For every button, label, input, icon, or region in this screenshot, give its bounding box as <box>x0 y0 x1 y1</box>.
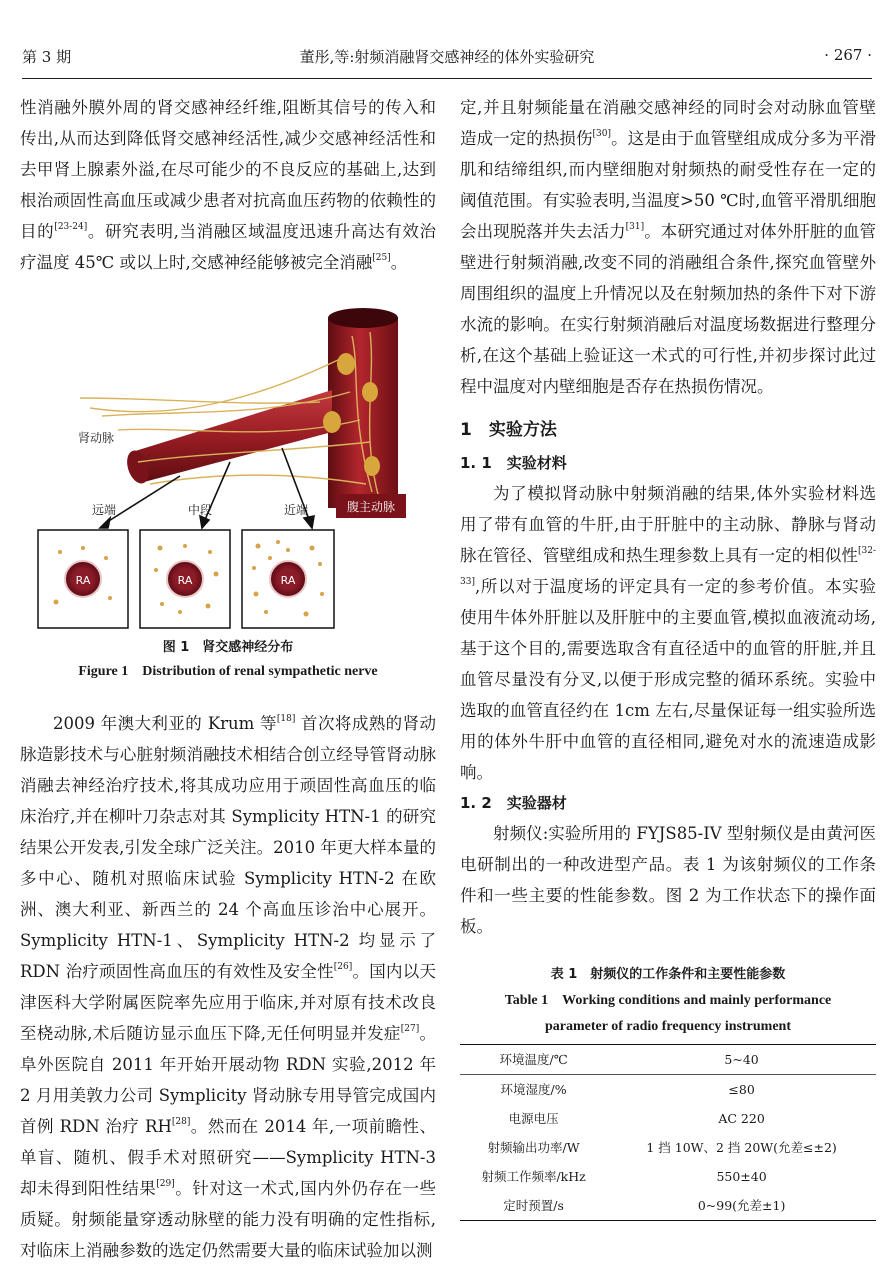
citation: [18] <box>276 714 296 724</box>
running-title: 董彤,等:射频消融肾交感神经的体外实验研究 <box>299 48 595 66</box>
citation: [31] <box>625 222 645 232</box>
citation: [30] <box>592 129 611 139</box>
caption-cn: 图 1 肾交感神经分布 <box>162 640 294 655</box>
table-caption: 表 1 射频仪的工作条件和主要性能参数 Table 1 Working conditions and mainly performance parameter of radio frequency instrument <box>504 967 832 1034</box>
subsection-heading: 1. 2 实验器材 <box>460 794 567 812</box>
subsection-heading: 1. 1 实验材料 <box>460 454 567 472</box>
table-row <box>460 1075 876 1105</box>
label-distal: 远端 <box>92 503 117 517</box>
param-value-cell: 550±40 <box>716 1169 767 1184</box>
param-name-cell: 电源电压 <box>508 1111 559 1126</box>
table-row <box>460 1045 876 1075</box>
svg-text:RA: RA <box>75 574 91 587</box>
figure-caption <box>20 636 436 684</box>
caption-en: Figure 1 Distribution of renal sympathetic nerve <box>78 664 378 679</box>
paragraph: 2009 年澳大利亚的 Krum 等[18] 首次将成熟的肾动脉造影技术与心脏射频消融技术相结合创立经导管肾动脉消融去神经治疗技术,将其成功应用于顽固性高血压的临床治疗,并在柳叶刀杂志对其 Symplicity HTN-1 的研究结果公开发表,引发全球广泛关注。2010 年更大样本量的多中心、随机对照临床试验 Symplicity HTN-2 在欧洲、澳大利亚、新西兰的 24 个高血压诊治中心展开。Symplicity HTN-1、Symplicity HTN-2 均显示了 RDN 治疗顽固性高血压的有效性及安全性[26]。国内以天津医科大学附属医院率先应用于临床,并对原有技术改良至桡动脉,术后随访显示血压下降,无任何明显并发症[27]。阜外医院自 2011 年开始开展动物 RDN 实验,2012 年 2 月用美敦力公司 Symplicity 肾动脉专用导管完成国内首例 RDN 治疗 RH[28]。然而在 2014 年,一项前瞻性、单盲、随机、假手术对照研究——Symplicity HTN-3 却未得到阳性结果[29]。针对这一术式,国内外仍存在一些质疑。射频能量穿透动脉壁的能力没有明确的定性指标,对临床上消融参数的选定仍然需要大量的临床试验加以测 <box>20 714 437 1260</box>
header-rule <box>22 78 872 79</box>
citation: [27] <box>400 1024 420 1034</box>
param-name-cell: 射频输出功率/W <box>487 1140 580 1155</box>
label-aorta: 腹主动脉 <box>346 500 396 514</box>
running-header <box>22 46 872 72</box>
param-value-cell: 0~99(允差±1) <box>697 1198 786 1213</box>
param-name-cell: 射频工作频率/kHz <box>481 1169 586 1184</box>
table-row <box>460 1191 876 1221</box>
citation: [28] <box>171 1117 191 1127</box>
svg-text:RA: RA <box>280 574 296 587</box>
param-value-cell: AC 220 <box>718 1111 765 1126</box>
label-renal-artery: 肾动脉 <box>78 431 115 445</box>
issue-number: 第 3 期 <box>22 48 72 66</box>
paragraph: 定,并且射频能量在消融交感神经的同时会对动脉血管壁造成一定的热损伤[30]。这是由于血管壁组成成分多为平滑肌和结缔组织,而内壁细胞对射频热的耐受性存在一定的阈值范围。有实验表明,当温度>50 ℃时,血管平滑肌细胞会出现脱落并失去活力[31]。本研究通过对体外肝脏的血管壁进行射频消融,改变不同的消融组合条件,探究血管壁外周围组织的温度上升情况以及在射频加热的条件下对下游水流的影响。在实行射频消融后对温度场数据进行整理分析,在这个基础上验证这一术式的可行性,并初步探讨此过程中温度对内壁细胞是否存在热损伤情况。 <box>460 98 877 396</box>
table-row <box>460 1162 876 1191</box>
citation: [32-33] <box>460 546 876 587</box>
citation: [26] <box>333 962 353 972</box>
label-middle: 中段 <box>188 503 213 517</box>
paragraph: 射频仪:实验所用的 FYJS85-IV 型射频仪是由黄河医电研制出的一种改进型产品。表 1 为该射频仪的工作条件和一些主要的性能参数。图 2 为工作状态下的操作面板。 <box>460 824 876 936</box>
table-row <box>460 1104 876 1133</box>
param-name-cell: 定时预置/s <box>503 1198 564 1213</box>
parameter-table <box>460 1044 876 1221</box>
label-proximal: 近端 <box>284 503 309 517</box>
renal-nerve-diagram <box>20 302 436 632</box>
figure-1 <box>20 302 436 632</box>
table-row <box>460 1133 876 1162</box>
citation: [29] <box>156 1179 175 1189</box>
citation: [25] <box>372 253 391 263</box>
renal-artery-shape <box>132 390 332 482</box>
param-name-cell: 环境温度/℃ <box>460 1045 607 1075</box>
svg-text:RA: RA <box>177 574 193 587</box>
param-value-cell: ≤80 <box>728 1082 755 1097</box>
citation: [23-24] <box>54 222 88 232</box>
cross-section-distal <box>38 530 128 628</box>
param-value-cell: 5~40 <box>607 1045 876 1075</box>
param-value-cell: 1 挡 10W、2 挡 20W(允差≤±2) <box>646 1140 837 1155</box>
param-name-cell: 环境湿度/% <box>500 1082 567 1097</box>
left-column <box>20 92 436 1266</box>
paragraph: 性消融外膜外周的肾交感神经纤维,阻断其信号的传入和传出,从而达到降低肾交感神经活性,减少交感神经活性和去甲肾上腺素外溢,在尽可能少的不良反应的基础上,达到根治顽固性高血压或减少患者对抗高血压药物的依赖性的目的[23-24]。研究表明,当消融区域温度迅速升高达有效治疗温度 45℃ 或以上时,交感神经能够被完全消融[25]。 <box>20 98 437 272</box>
paragraph: 为了模拟肾动脉中射频消融的结果,体外实验材料选用了带有血管的牛肝,由于肝脏中的主动脉、静脉与肾动脉在管径、管壁组成和热生理参数上具有一定的相似性[32-33],所以对于温度场的评定具有一定的参考价值。本实验使用牛体外肝脏以及肝脏中的主要血管,模拟血液流动场,基于这个目的,需要选取含有直径适中的血管的肝脏,并且血管尽量没有分叉,以便于形成完整的循环系统。实验中选取的血管直径约在 1cm 左右,尽量保证每一组实验所选用的体外牛肝中血管的直径相同,避免对水的流速造成影响。 <box>460 484 876 782</box>
right-column <box>460 92 876 1221</box>
section-heading: 1 实验方法 <box>460 420 557 440</box>
page-number: · 267 · <box>824 46 872 64</box>
cross-section-proximal <box>242 530 334 628</box>
cross-section-middle <box>140 530 230 628</box>
